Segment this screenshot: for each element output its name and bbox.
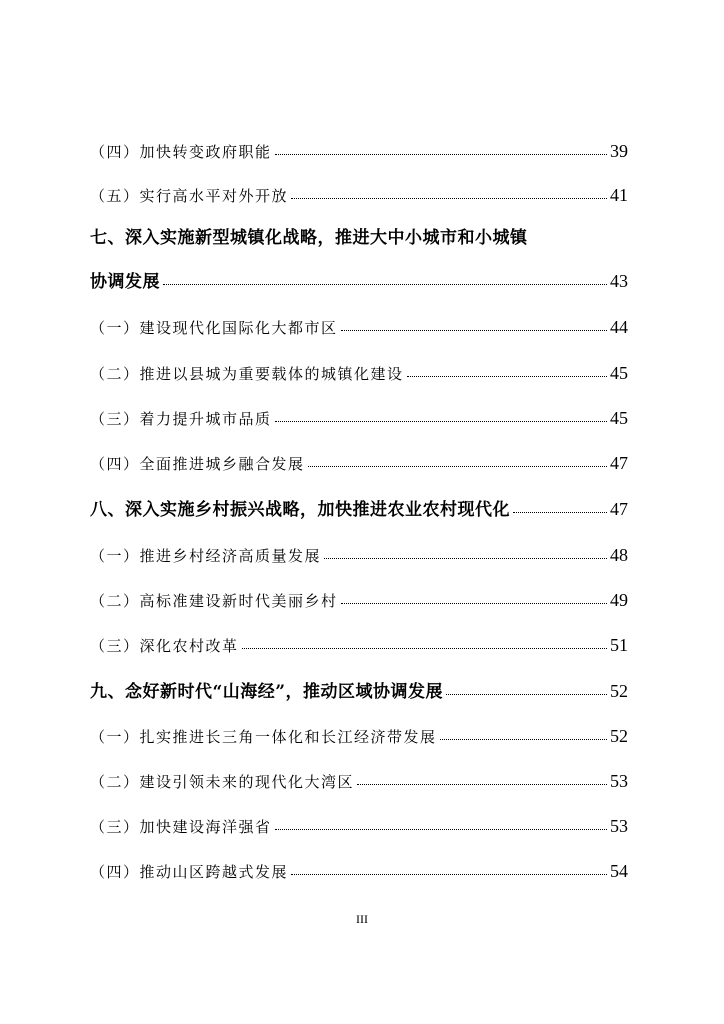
toc-entry[interactable] (90, 758, 628, 792)
toc-entry-page: 48 (610, 545, 628, 565)
toc-entry-page: 41 (610, 185, 628, 205)
toc-entry-page: 44 (610, 317, 628, 337)
toc-entry-label: 八、深入实施乡村振兴战略，加快推进农业农村现代化 (90, 500, 510, 520)
toc-entry-page: 47 (610, 453, 628, 473)
toc-entry[interactable] (90, 622, 628, 656)
toc-entry[interactable] (90, 803, 628, 837)
toc-entry-page: 52 (610, 726, 628, 746)
toc-entry-label: （一）推进乡村经济高质量发展 (90, 547, 322, 565)
toc-entry-label: （三）加快建设海洋强省 (90, 818, 272, 836)
dot-leader (446, 694, 607, 695)
toc-entry-page: 43 (610, 271, 628, 291)
toc-entry-label: （一）扎实推进长三角一体化和长江经济带发展 (90, 728, 437, 746)
toc-entry-label: （三）着力提升城市品质 (90, 410, 272, 428)
dot-leader (163, 284, 607, 285)
toc-entry-page: 51 (610, 635, 628, 655)
toc-entry-label: （五）实行高水平对外开放 (90, 187, 289, 205)
toc-chapter-entry[interactable] (90, 258, 628, 292)
dot-leader (341, 330, 607, 331)
toc-entry-label: （四）加快转变政府职能 (90, 143, 272, 161)
dot-leader (291, 198, 607, 199)
toc-entry-label: （一）建设现代化国际化大都市区 (90, 319, 338, 337)
toc-entry[interactable] (90, 128, 628, 162)
toc-entry-page: 53 (610, 771, 628, 791)
page-number-footer: III (356, 912, 368, 926)
dot-leader (357, 784, 607, 785)
toc-chapter-entry[interactable] (90, 668, 628, 702)
toc-entry-page: 47 (610, 499, 628, 519)
toc-entry-page: 49 (610, 590, 628, 610)
toc-entry-label: （四）全面推进城乡融合发展 (90, 455, 305, 473)
toc-entry-page: 45 (610, 363, 628, 383)
toc-entry[interactable] (90, 395, 628, 429)
dot-leader (513, 512, 607, 513)
toc-entry-page: 54 (610, 861, 628, 881)
toc-entry[interactable] (90, 713, 628, 747)
toc-entry-label: 协调发展 (90, 272, 160, 292)
dot-leader (291, 874, 607, 875)
toc-entry[interactable] (90, 304, 628, 338)
dot-leader (324, 558, 607, 559)
dot-leader (242, 648, 607, 649)
toc-entry-page: 52 (610, 681, 628, 701)
toc-entry[interactable] (90, 532, 628, 566)
toc-entry-label: （二）推进以县城为重要载体的城镇化建设 (90, 365, 404, 383)
dot-leader (341, 603, 607, 604)
dot-leader (275, 421, 607, 422)
dot-leader (308, 466, 607, 467)
toc-entry-page: 45 (610, 408, 628, 428)
toc-entry[interactable] (90, 577, 628, 611)
toc-entry-label: （二）建设引领未来的现代化大湾区 (90, 773, 355, 791)
toc-entry-label: （二）高标准建设新时代美丽乡村 (90, 592, 338, 610)
toc-chapter-entry[interactable] (90, 486, 628, 520)
toc-entry-label: 九、念好新时代“山海经”，推动区域协调发展 (90, 682, 444, 702)
toc-entry[interactable] (90, 350, 628, 384)
toc-entry-page: 53 (610, 816, 628, 836)
dot-leader (407, 376, 607, 377)
toc-entry-label: （三）深化农村改革 (90, 637, 239, 655)
toc-entry[interactable] (90, 172, 628, 206)
dot-leader (275, 829, 607, 830)
dot-leader (275, 154, 607, 155)
toc-entry-page: 39 (610, 141, 628, 161)
dot-leader (440, 739, 607, 740)
toc-entry[interactable] (90, 440, 628, 474)
toc-chapter-title-line1[interactable]: 七、深入实施新型城镇化战略，推进大中小城市和小城镇 (90, 228, 528, 248)
toc-entry[interactable] (90, 848, 628, 882)
toc-entry-label: （四）推动山区跨越式发展 (90, 863, 289, 881)
